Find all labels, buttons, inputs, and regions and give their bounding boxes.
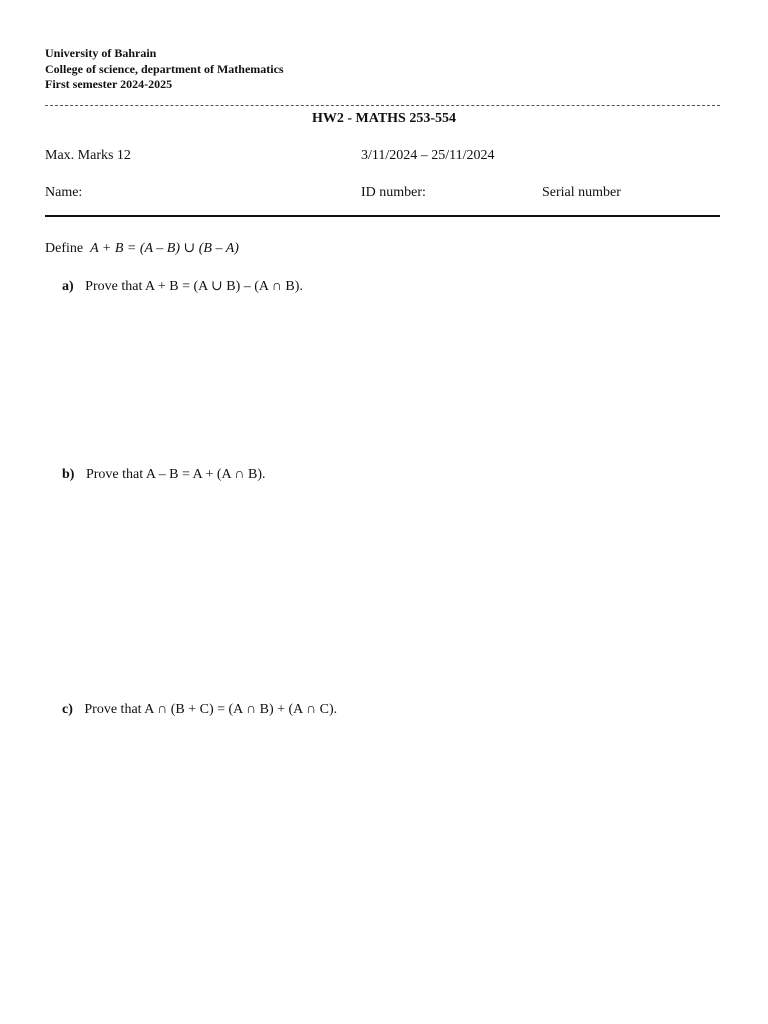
question-label: c) (62, 702, 73, 717)
question-label: b) (62, 467, 75, 482)
question-c (62, 702, 337, 718)
page-title: HW2 - MATHS 253-554 (311, 111, 456, 126)
semester: First semester 2024-2025 (45, 77, 173, 91)
id-number-label: ID number: (361, 185, 426, 200)
info-divider (45, 215, 720, 217)
definition-formula: A + B = (A – B) ∪ (B – A) (90, 241, 239, 256)
question-text: Prove that A ∩ (B + C) = (A ∩ B) + (A ∩ C). (84, 702, 338, 717)
date-range: 3/11/2024 – 25/11/2024 (361, 148, 495, 163)
college-name: College of science, department of Mathematics (45, 62, 284, 76)
definition-lead: Define (45, 241, 84, 256)
name-label: Name: (45, 185, 83, 200)
question-a (62, 278, 303, 295)
definition (45, 240, 239, 257)
university-name: University of Bahrain (45, 46, 157, 60)
serial-number-label: Serial number (542, 185, 621, 200)
question-label: a) (62, 279, 74, 294)
max-marks: Max. Marks 12 (45, 148, 131, 163)
header-divider (45, 105, 720, 106)
question-text: Prove that A + B = (A ∪ B) – (A ∩ B). (85, 279, 303, 294)
question-text: Prove that A – B = A + (A ∩ B). (85, 467, 266, 482)
question-b (62, 467, 265, 483)
